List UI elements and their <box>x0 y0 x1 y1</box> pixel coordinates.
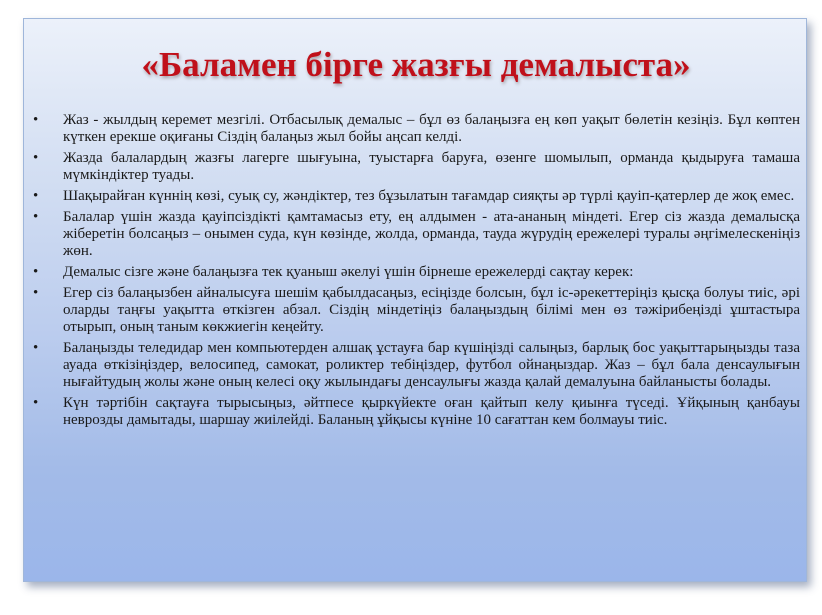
bullet-item <box>30 285 800 336</box>
bullet-icon: • <box>33 285 39 301</box>
bullet-item <box>30 150 800 184</box>
bullet-text: Балаңызды теледидар мен компьютерден алшақ ұстауға бар күшіңізді салыңыз, барлық бос уақыттарыңызды таза ауада өткізіңіздер, велосипед, самокат, роликтер тебіңіздер, футбол ойнаңыздар. Жаз – бұл бала денсаулығын нығайтудың жолы және оның келесі оқу жылындағы денсаулығы жазда қалай демалуына байланысты болады. <box>63 340 800 390</box>
bullet-text: Күн тәртібін сақтауға тырысыңыз, әйтпесе қыркүйекте оған қайтып келу қиынға түседі. Ұйқының қанбауы неврозды дамытады, шаршау жиілейді. Баланың ұйқысы күніне 10 сағаттан кем болмауы тиіс. <box>63 395 800 428</box>
bullet-icon: • <box>33 340 39 356</box>
slide-panel <box>23 18 807 582</box>
bullet-icon: • <box>33 188 39 204</box>
bullet-text: Жазда балалардың жазғы лагерге шығуына, туыстарға баруға, өзенге шомылып, орманда қыдыруға тамаша мүмкіндіктер туады. <box>63 150 800 183</box>
bullet-item <box>30 188 800 205</box>
slide-title: «Баламен бірге жазғы демалыста» <box>141 45 691 84</box>
bullet-icon: • <box>33 209 39 225</box>
bullet-item <box>30 209 800 260</box>
bullet-text: Егер сіз балаңызбен айналысуға шешім қабылдасаңыз, есіңізде болсын, бұл іс-әрекеттеріңіз қысқа болуы тиіс, әрі оларды таңғы уақытта өткізген абзал. Сіздің міндетіңіз балаңыздың білімі мен өз тәжірибеңізді ұштастыра отырып, оның таным көкжиегін кеңейту. <box>63 285 800 335</box>
bullet-item <box>30 340 800 391</box>
bullet-item <box>30 264 800 281</box>
bullet-icon: • <box>33 395 39 411</box>
bullet-text: Жаз - жылдың керемет мезгілі. Отбасылық демалыс – бұл өз балаңызға ең көп уақыт бөлетін кезіңіз. Бұл көптен күткен ерекше оқиғаны Сіздің балаңыз жыл бойы аңсап келді. <box>63 112 800 145</box>
bullet-list <box>30 112 800 433</box>
bullet-icon: • <box>33 112 39 128</box>
bullet-text: Шақырайған күннің көзі, суық су, жәндіктер, тез бұзылатын тағамдар сияқты әр түрлі қауіп-қатерлер де жоқ емес. <box>63 188 795 204</box>
bullet-text: Балалар үшін жазда қауіпсіздікті қамтамасыз ету, ең алдымен - ата-ананың міндеті. Егер сіз жазда демалысқа жіберетін болсаңыз – онымен суда, күн көзінде, жолда, орманда, тауда жүрудің ережелері туралы әңгімелескеніңіз жөн. <box>63 209 800 259</box>
bullet-icon: • <box>33 150 39 166</box>
bullet-icon: • <box>33 264 39 280</box>
bullet-item <box>30 112 800 146</box>
bullet-text: Демалыс сізге және балаңызға тек қуаныш әкелуі үшін бірнеше ережелерді сақтау керек: <box>63 264 634 280</box>
bullet-item <box>30 395 800 429</box>
